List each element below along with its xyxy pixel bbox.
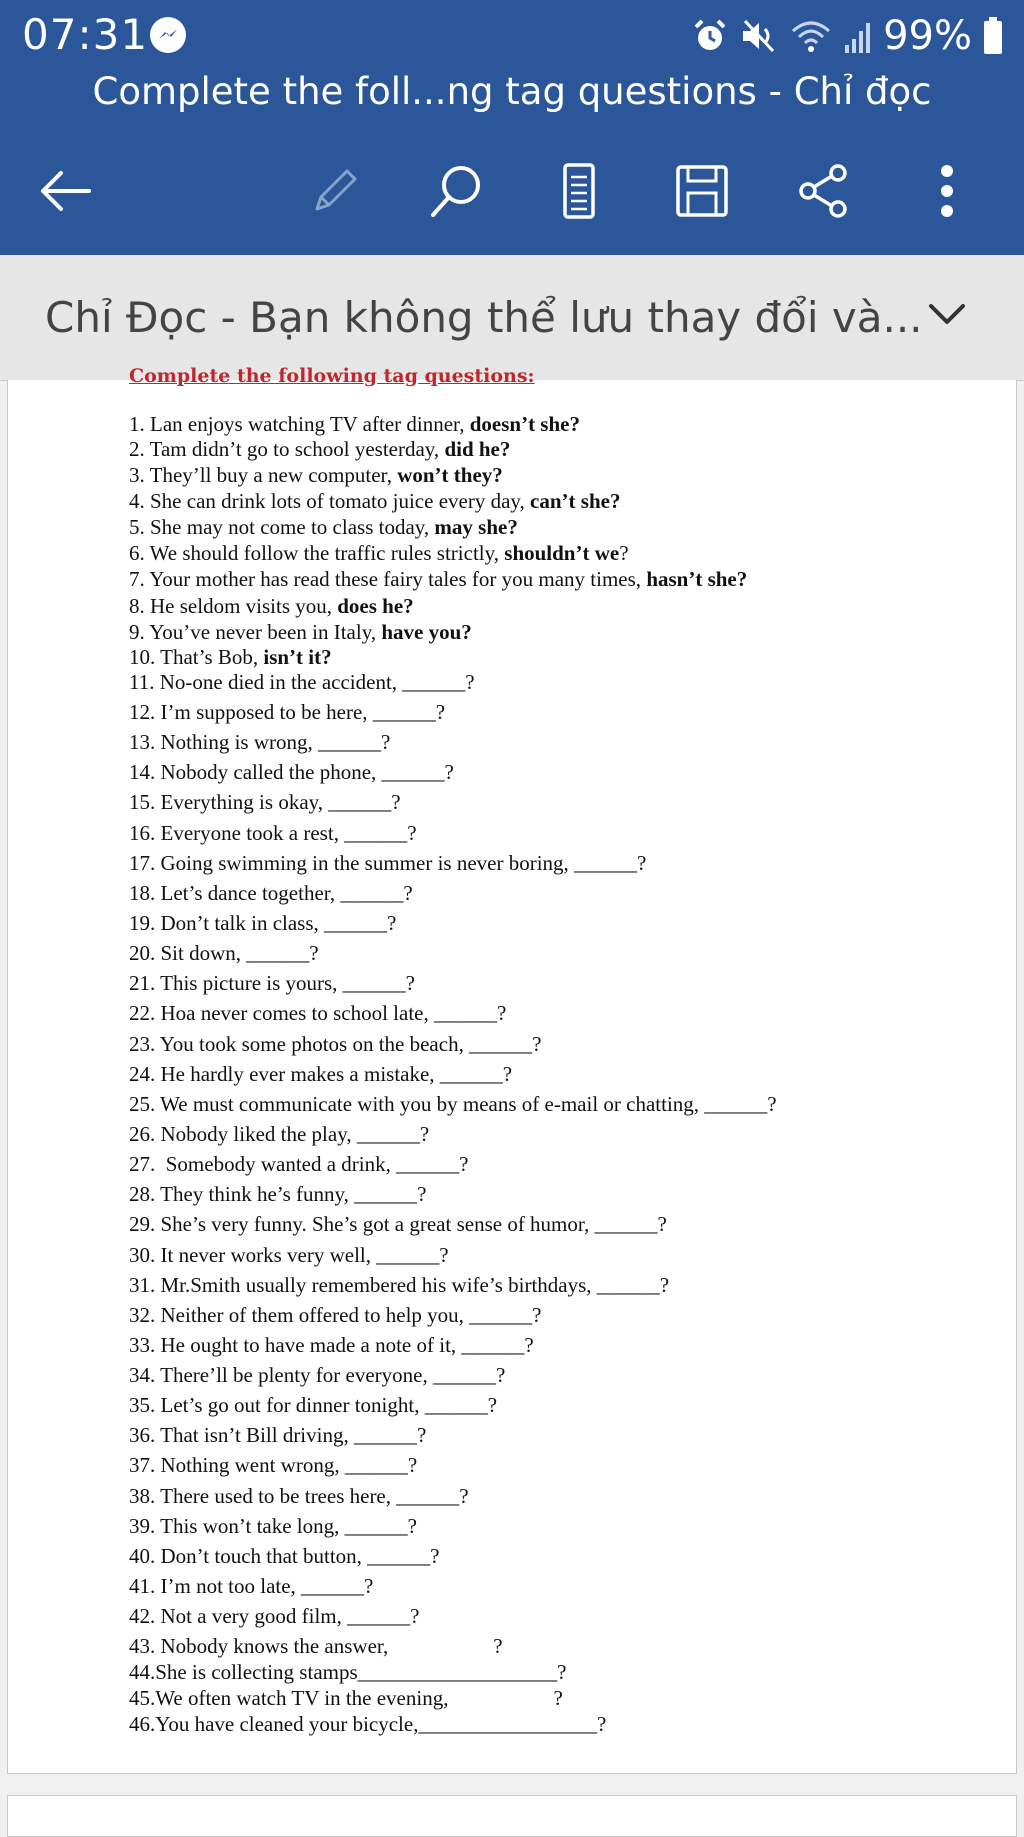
question-line — [129, 594, 414, 618]
question-answer: isn’t it? — [263, 645, 332, 669]
status-icons — [691, 12, 1004, 60]
question-text: 44.She is collecting stamps___________________? — [129, 1660, 567, 1684]
app-header — [0, 0, 1024, 255]
question-line — [129, 1544, 440, 1568]
question-line — [129, 1182, 426, 1206]
question-text: 18. Let’s dance together, ______? — [129, 881, 413, 905]
question-line — [129, 1001, 506, 1025]
question-text: 24. He hardly ever makes a mistake, ______? — [129, 1062, 513, 1086]
share-icon — [794, 161, 854, 221]
back-arrow-icon — [37, 169, 93, 213]
question-text: 5. She may not come to class today, — [129, 515, 435, 539]
question-tail: ? — [619, 541, 629, 565]
question-text: 45.We often watch TV in the evening, ? — [129, 1686, 563, 1710]
question-text: 16. Everyone took a rest, ______? — [129, 821, 417, 845]
question-line — [129, 463, 503, 487]
question-text: 7. Your mother has read these fairy tales for you many times, — [129, 567, 647, 591]
question-text: 12. I’m supposed to be here, ______? — [129, 700, 446, 724]
worksheet-heading: Complete the following tag questions: — [129, 365, 535, 387]
question-text: 34. There’ll be plenty for everyone, ______? — [129, 1363, 506, 1387]
question-line — [129, 1333, 534, 1357]
question-line — [129, 1604, 419, 1628]
toolbar — [0, 150, 1024, 230]
question-line — [129, 515, 518, 539]
save-button[interactable] — [667, 156, 737, 226]
question-line — [129, 700, 445, 724]
question-line — [129, 1453, 417, 1477]
question-text: 10. That’s Bob, — [129, 645, 264, 669]
question-line — [129, 881, 413, 905]
question-text: 40. Don’t touch that button, ______? — [129, 1544, 440, 1568]
question-line — [129, 1712, 606, 1736]
question-line — [129, 1032, 541, 1056]
question-text: 8. He seldom visits you, — [129, 594, 338, 618]
question-line — [129, 1484, 469, 1508]
question-text: 3. They’ll buy a new computer, — [129, 463, 398, 487]
question-text: 26. Nobody liked the play, ______? — [129, 1122, 430, 1146]
more-vertical-icon — [937, 161, 957, 221]
signal-icon — [843, 17, 873, 55]
question-text: 37. Nothing went wrong, ______? — [129, 1453, 418, 1477]
question-line — [129, 1686, 563, 1710]
question-line — [129, 1393, 497, 1417]
question-line — [129, 1303, 542, 1327]
question-text: 33. He ought to have made a note of it, ______? — [129, 1333, 534, 1357]
question-text: 32. Neither of them offered to help you, ______? — [129, 1303, 542, 1327]
question-text: 21. This picture is yours, ______? — [129, 971, 416, 995]
reading-view-icon — [557, 161, 601, 221]
question-line — [129, 1574, 373, 1598]
question-line — [129, 1062, 512, 1086]
question-answer: hasn’t she? — [646, 567, 748, 591]
question-text: 2. Tam didn’t go to school yesterday, — [129, 437, 445, 461]
question-text: 13. Nothing is wrong, ______? — [129, 730, 391, 754]
question-text: 30. It never works very well, ______? — [129, 1243, 449, 1267]
question-text: 23. You took some photos on the beach, ______? — [129, 1032, 542, 1056]
question-text: 9. You’ve never been in Italy, — [129, 620, 382, 644]
question-line — [129, 790, 401, 814]
question-line — [129, 1092, 777, 1116]
messenger-icon — [150, 17, 186, 53]
status-time: 07:31 — [22, 10, 149, 59]
pencil-icon — [307, 163, 363, 219]
question-answer: won’t they? — [397, 463, 503, 487]
question-text: 43. Nobody knows the answer, ? — [129, 1634, 503, 1658]
question-text: 17. Going swimming in the summer is never boring, ______? — [129, 851, 647, 875]
alarm-icon — [691, 17, 729, 55]
search-icon — [427, 161, 487, 221]
read-only-banner[interactable] — [0, 255, 1024, 381]
question-text: 11. No-one died in the accident, ______? — [129, 670, 475, 694]
question-line — [129, 1514, 417, 1538]
chevron-down-icon[interactable] — [925, 300, 969, 328]
question-text: 6. We should follow the traffic rules strictly, — [129, 541, 505, 565]
question-answer: shouldn’t we — [504, 541, 620, 565]
question-text: 29. She’s very funny. She’s got a great sense of humor, ______? — [129, 1212, 667, 1236]
question-text: 38. There used to be trees here, ______? — [129, 1484, 469, 1508]
question-text: 46.You have cleaned your bicycle,_________________? — [129, 1712, 607, 1736]
status-bar — [0, 0, 1024, 70]
question-text: 28. They think he’s funny, ______? — [129, 1182, 427, 1206]
question-line — [129, 760, 454, 784]
question-text: 27. Somebody wanted a drink, ______? — [129, 1152, 469, 1176]
question-line — [129, 851, 646, 875]
question-answer: can’t she? — [530, 489, 621, 513]
read-only-message: Chỉ Đọc - Bạn không thể lưu thay đổi và... — [45, 293, 923, 342]
battery-icon — [982, 16, 1004, 56]
document-page[interactable] — [7, 365, 1017, 1774]
question-text: 42. Not a very good film, ______? — [129, 1604, 420, 1628]
question-line — [129, 541, 629, 565]
question-line — [129, 730, 390, 754]
question-text: 1. Lan enjoys watching TV after dinner, — [129, 412, 470, 436]
question-answer: doesn’t she? — [469, 412, 580, 436]
back-button[interactable] — [30, 156, 100, 226]
question-answer: may she? — [434, 515, 518, 539]
question-line — [129, 941, 319, 965]
question-line — [129, 1122, 429, 1146]
question-line — [129, 489, 620, 513]
question-line — [129, 1273, 669, 1297]
question-line — [129, 821, 417, 845]
question-text: 25. We must communicate with you by means of e-mail or chatting, ______? — [129, 1092, 777, 1116]
search-button[interactable] — [422, 156, 492, 226]
question-line — [129, 645, 332, 669]
question-line — [129, 911, 396, 935]
question-line — [129, 1243, 449, 1267]
question-line — [129, 971, 415, 995]
question-line — [129, 1423, 426, 1447]
reading-view-button[interactable] — [544, 156, 614, 226]
battery-level: 99% — [883, 13, 972, 59]
next-page-edge — [7, 1795, 1017, 1837]
question-answer: did he? — [444, 437, 511, 461]
question-line — [129, 1212, 667, 1236]
question-text: 41. I’m not too late, ______? — [129, 1574, 374, 1598]
question-line — [129, 437, 510, 461]
question-text: 31. Mr.Smith usually remembered his wife’s birthdays, ______? — [129, 1273, 670, 1297]
question-line — [129, 670, 475, 694]
question-line — [129, 1152, 468, 1176]
question-text: 35. Let’s go out for dinner tonight, ______? — [129, 1393, 498, 1417]
share-button[interactable] — [789, 156, 859, 226]
question-answer: does he? — [337, 594, 414, 618]
question-text: 20. Sit down, ______? — [129, 941, 319, 965]
question-text: 4. She can drink lots of tomato juice every day, — [129, 489, 531, 513]
question-line — [129, 1363, 505, 1387]
question-answer: have you? — [381, 620, 472, 644]
document-title: Complete the foll...ng tag questions - Chỉ đọc — [92, 70, 932, 113]
question-text: 19. Don’t talk in class, ______? — [129, 911, 397, 935]
question-text: 22. Hoa never comes to school late, ______? — [129, 1001, 507, 1025]
question-text: 15. Everything is okay, ______? — [129, 790, 401, 814]
question-line — [129, 567, 747, 591]
question-text: 14. Nobody called the phone, ______? — [129, 760, 454, 784]
question-line — [129, 1634, 503, 1658]
save-icon — [672, 161, 732, 221]
question-line — [129, 620, 472, 644]
more-options-button[interactable] — [912, 156, 982, 226]
question-text: 36. That isn’t Bill driving, ______? — [129, 1423, 427, 1447]
edit-button[interactable] — [300, 156, 370, 226]
question-line — [129, 412, 580, 436]
question-text: 39. This won’t take long, ______? — [129, 1514, 417, 1538]
wifi-icon — [789, 17, 833, 55]
question-line — [129, 1660, 566, 1684]
mute-icon — [739, 17, 779, 55]
